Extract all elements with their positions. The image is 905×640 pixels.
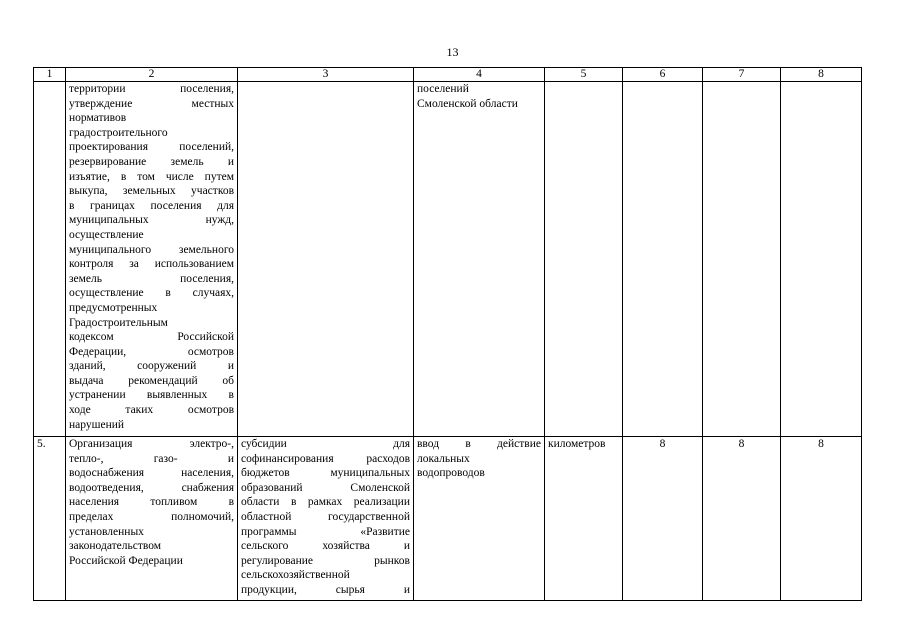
text-line: тепло-, газо- и [69,452,234,465]
row2-value-8: 8 [781,437,862,601]
text-line: проектирования поселений, [69,141,234,154]
row1-value-8 [781,82,862,437]
text-line: кодексом Российской [69,331,234,344]
text-line: локальных [417,452,470,465]
row1-authority-text [66,82,238,437]
text-line: Российской Федерации [69,554,183,567]
text-line: муниципального земельного [69,243,234,256]
column-header-5: 5 [545,68,623,82]
text-line: законодательством [69,540,162,553]
row2-funding-source [238,437,414,601]
text-line: водоснабжения населения, [69,467,234,480]
text-line: установленных [69,525,144,538]
text-line: Федерации, осмотров [69,345,234,358]
text-line: поселений [417,83,469,95]
text-line: областной государственной [241,510,410,523]
text-line: сельскохозяйственной [241,569,350,582]
column-header-3: 3 [238,68,414,82]
text-line: градостроительного [69,126,168,139]
row1-funding-source [238,82,414,437]
column-header-4: 4 [414,68,545,82]
column-header-2: 2 [66,68,238,82]
text-line: ввод в действие [417,438,541,450]
row1-number [34,82,66,437]
row2-number: 5. [34,437,66,601]
text-line: ходе таких осмотров [69,404,234,417]
text-line: зданий, сооружений и [69,360,234,373]
text-line: осуществление [69,228,144,241]
row2-authority-text [66,437,238,601]
page-number: 13 [446,45,459,59]
text-line: в границах поселения для [69,199,234,212]
row2-unit: километров [545,437,623,601]
text-line: продукции, сырья и [241,583,410,596]
column-header-8: 8 [781,68,862,82]
text-line: области в рамках реализации [241,496,410,509]
text-line: образований Смоленской [241,481,410,494]
text-line: сельского хозяйства и [241,540,410,553]
row1-value-7 [703,82,781,437]
row1-indicator [414,82,545,437]
text-line: регулирование рынков [241,554,410,567]
text-line: устранении выявленных в [69,389,234,402]
table-row [34,82,862,437]
text-line: выдача рекомендаций об [69,374,234,387]
text-line: пределах полномочий, [69,510,234,523]
text-line: водопроводов [417,467,485,480]
text-line: утверждение местных [69,97,234,110]
text-line: нарушений [69,418,125,431]
row2-value-6: 8 [623,437,703,601]
text-line: водоотведения, снабжения [69,481,234,494]
text-line: нормативов [69,112,127,125]
column-header-6: 6 [623,68,703,82]
text-line: субсидии для [241,438,410,450]
column-header-7: 7 [703,68,781,82]
row1-value-6 [623,82,703,437]
text-line: территории поселения, [69,83,234,95]
text-line: бюджетов муниципальных [241,467,410,480]
text-line: резервирование земель и [69,155,234,168]
row2-indicator [414,437,545,601]
text-line: осуществление в случаях, [69,287,234,300]
row1-unit [545,82,623,437]
row2-value-7: 8 [703,437,781,601]
text-line: Организация электро-, [69,438,234,450]
text-line: программы «Развитие [241,525,410,538]
text-line: Смоленской области [417,97,518,110]
data-table [33,67,862,601]
text-line: муниципальных нужд, [69,214,234,227]
text-line: изъятие, в том числе путем [69,170,234,183]
text-line: выкупа, земельных участков [69,185,234,198]
text-line: софинансирования расходов [241,452,410,465]
text-line: предусмотренных [69,301,158,314]
text-line: населения топливом в [69,496,234,509]
text-line: земель поселения, [69,272,234,285]
text-line: Градостроительным [69,316,168,329]
header-row [34,68,862,82]
text-line: контроля за использованием [69,258,234,271]
table-row [34,437,862,601]
column-header-1: 1 [34,68,66,82]
